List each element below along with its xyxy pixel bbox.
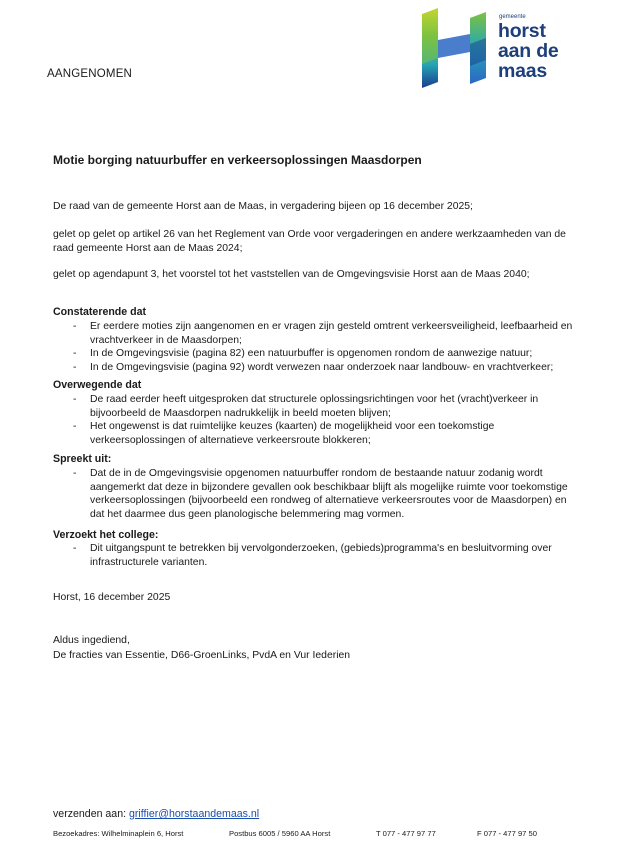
list-item: - Dat de in de Omgevingsvisie opgenomen natuurbuffer rondom de bestaande natuur zodanig wordt aangemerkt dat deze in bijzondere gevallen ook beschikbaar blijft als mogelijke ruimte voor toekomstige verkeersoplossingen (bijvoorbeeld een rondweg of alternatieve verkeersroutes voor de Maasdorpen) en dat het daarmee dus geen planologische belemmering mag vormen. [73, 468, 568, 520]
verzoekt-heading: Verzoekt het college: [53, 529, 159, 541]
send-to [53, 808, 259, 820]
horst-logo-icon [420, 8, 492, 88]
list-item: - Het ongewenst is dat ruimtelijke keuzes (kaarten) de mogelijkheid voor een toekomstige verkeersoplossingen of alternatieve verkeersroute blokkeren; [73, 421, 495, 446]
intro-paragraph-3: gelet op agendapunt 3, het voorstel tot het vaststellen van de Omgevingsvisie Horst aan de Maas 2040; [53, 269, 530, 280]
intro-paragraph-2: gelet op gelet op artikel 26 van het Reglement van Orde voor vergaderingen en andere werkzaamheden van de raad gemeente Horst aan de Maas 2024; [53, 229, 566, 254]
overwegende-list [53, 393, 573, 447]
footer-postbus: Postbus 6005 / 5960 AA Horst [229, 829, 331, 838]
date-line: Horst, 16 december 2025 [53, 592, 171, 603]
logo-line-3: maas [498, 60, 548, 82]
list-item: - Er eerdere moties zijn aangenomen en er vragen zijn gesteld omtrent verkeersveiligheid, leefbaarheid en vrachtverkeer in de Maasdorpen; [73, 321, 573, 346]
logo-gemeente-text: gemeente [499, 14, 526, 20]
municipality-logo [420, 8, 610, 94]
motion-title: Motie borging natuurbuffer en verkeersoplossingen Maasdorpen [53, 153, 422, 167]
verzoekt-list [53, 542, 573, 569]
constaterende-list [53, 320, 573, 374]
spreekt-uit-heading: Spreekt uit: [53, 453, 112, 465]
footer-address: Bezoekadres: Wilhelminaplein 6, Horst [53, 829, 184, 838]
footer-fax: F 077 - 477 97 50 [477, 829, 537, 838]
logo-line-2: aan de [498, 40, 559, 62]
send-label: verzenden aan: [53, 808, 127, 820]
constaterende-heading: Constaterende dat [53, 306, 147, 318]
logo-line-1: horst [498, 20, 546, 42]
footer-phone: T 077 - 477 97 77 [376, 829, 436, 838]
signoff-line-2: De fracties van Essentie, D66-GroenLinks, PvdA en Vur Iederien [53, 650, 351, 661]
signoff-line-1: Aldus ingediend, [53, 635, 130, 646]
griffier-email-link[interactable]: griffier@horstaandemaas.nl [129, 808, 260, 820]
overwegende-heading: Overwegende dat [53, 379, 142, 391]
list-item: - In de Omgevingsvisie (pagina 82) een natuurbuffer is opgenomen rondom de aanwezige natuur; [73, 348, 533, 359]
list-item: - Dit uitgangspunt te betrekken bij vervolgonderzoeken, (gebieds)programma's en besluitvorming over infrastructurele varianten. [73, 543, 552, 568]
list-item: - De raad eerder heeft uitgesproken dat structurele oplossingsrichtingen voor het (vracht)verkeer in bijvoorbeeld de Maasdorpen nadrukkelijk in beeld moeten blijven; [73, 394, 539, 419]
status-label: AANGENOMEN [47, 68, 133, 80]
spreekt-uit-list [53, 467, 573, 521]
list-item: - In de Omgevingsvisie (pagina 92) wordt verwezen naar onderzoek naar landbouw- en vrachtverkeer; [73, 361, 554, 373]
intro-paragraph-1: De raad van de gemeente Horst aan de Maas, in vergadering bijeen op 16 december 2025; [53, 201, 473, 212]
